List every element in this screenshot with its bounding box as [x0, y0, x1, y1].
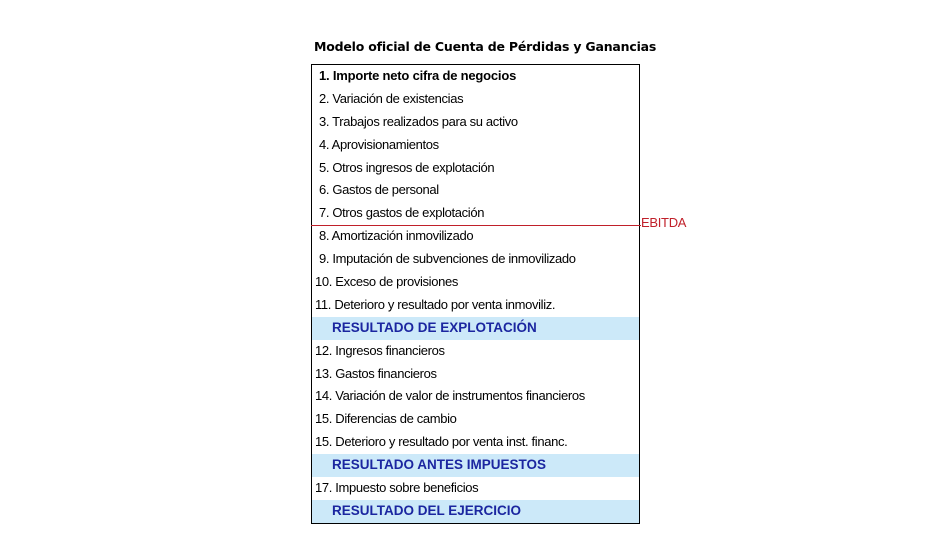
ebitda-label: EBITDA	[641, 215, 687, 230]
table-row: 13. Gastos financieros	[315, 365, 437, 381]
result-row-ejercicio: RESULTADO DEL EJERCICIO	[312, 500, 639, 523]
table-row: 4. Aprovisionamientos	[319, 136, 439, 152]
table-row: 9. Imputación de subvenciones de inmovilizado	[319, 251, 576, 267]
table-row: 2. Variación de existencias	[319, 90, 464, 106]
table-row: 17. Impuesto sobre beneficios	[315, 480, 479, 496]
table-row: 10. Exceso de provisiones	[315, 274, 459, 290]
table-row: 6. Gastos de personal	[319, 182, 439, 198]
table-row: 7. Otros gastos de explotación	[319, 205, 485, 221]
table-row: 14. Variación de valor de instrumentos financieros	[315, 388, 585, 404]
table-row: 15. Diferencias de cambio	[315, 411, 457, 427]
document-title: Modelo oficial de Cuenta de Pérdidas y Ganancias	[314, 39, 657, 54]
pnl-table	[311, 64, 640, 524]
table-row: 8. Amortización inmovilizado	[319, 228, 474, 244]
table-row: 5. Otros ingresos de explotación	[319, 159, 495, 175]
table-row: 12. Ingresos financieros	[315, 342, 445, 358]
result-row-explotacion: RESULTADO DE EXPLOTACIÓN	[312, 317, 639, 340]
result-row-antes-impuestos: RESULTADO ANTES IMPUESTOS	[312, 454, 639, 477]
table-row: 15. Deterioro y resultado por venta inst. financ.	[315, 434, 568, 450]
table-row: 3. Trabajos realizados para su activo	[319, 113, 518, 129]
table-row: 1. Importe neto cifra de negocios	[319, 68, 517, 83]
table-row: 11. Deterioro y resultado por venta inmoviliz.	[315, 296, 556, 312]
ebitda-divider-line	[311, 225, 641, 226]
